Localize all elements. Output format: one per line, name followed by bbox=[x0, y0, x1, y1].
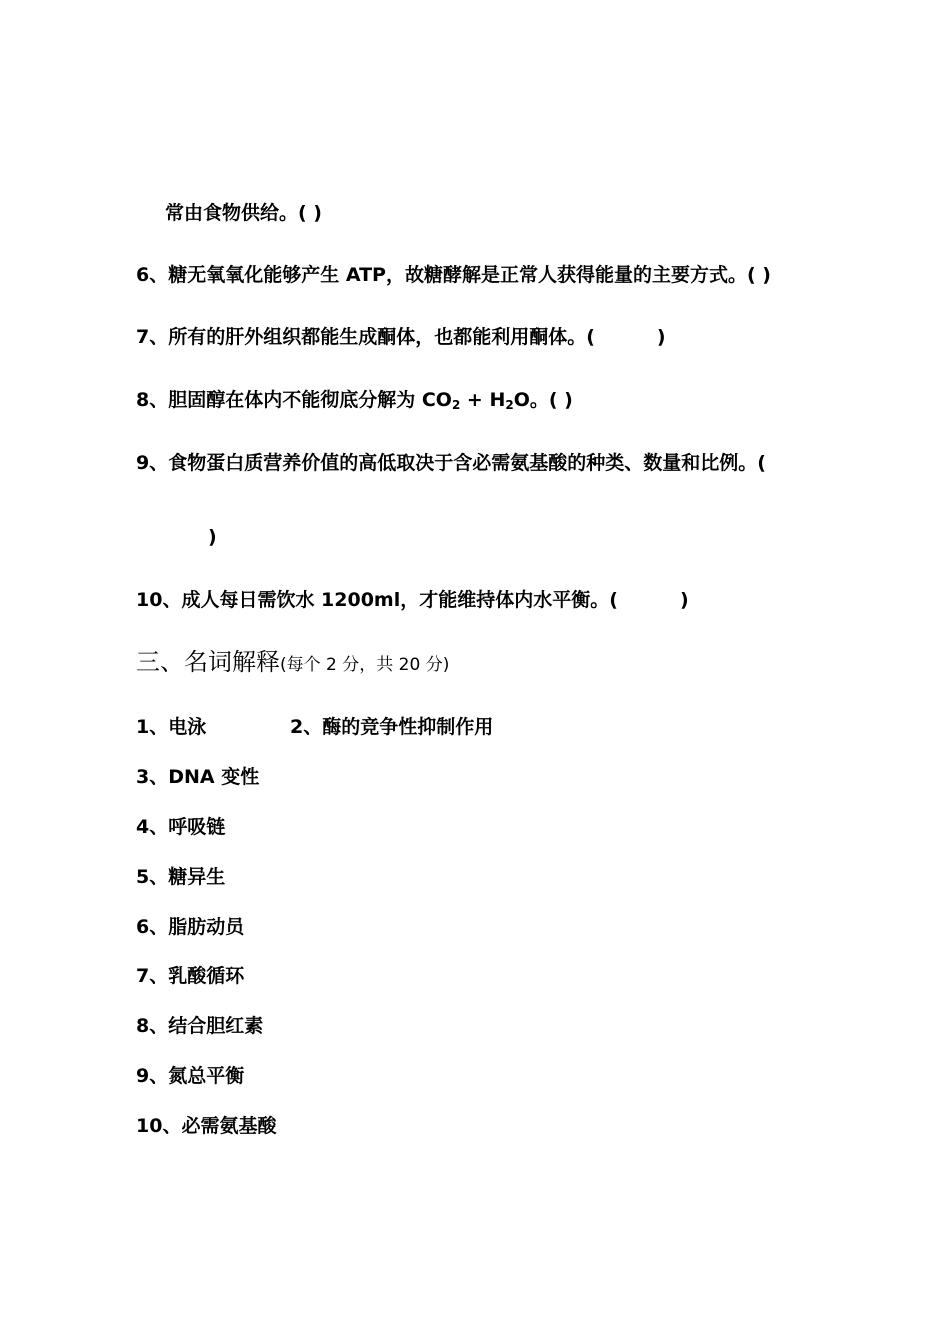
term-8: 8、结合胆红素 bbox=[136, 1015, 264, 1037]
question-10 bbox=[136, 588, 689, 612]
question-7-text: 7、所有的肝外组织都能生成酮体，也都能利用酮体。( bbox=[136, 326, 595, 348]
question-8-prefix: 8、胆固醇在体内不能彻底分解为 CO bbox=[136, 389, 452, 411]
h2o-subscript: 2 bbox=[505, 398, 514, 412]
question-9: 9、食物蛋白质营养价值的高低取决于含必需氨基酸的种类、数量和比例。( bbox=[136, 452, 766, 474]
term-10: 10、必需氨基酸 bbox=[136, 1115, 277, 1137]
term-4: 4、呼吸链 bbox=[136, 816, 226, 838]
co2-subscript: 2 bbox=[451, 398, 461, 412]
question-6: 6、糖无氧氧化能够产生 ATP，故糖酵解是正常人获得能量的主要方式。( ) bbox=[136, 264, 771, 286]
question-7 bbox=[136, 325, 666, 349]
term-2: 2、酶的竞争性抑制作用 bbox=[290, 716, 494, 738]
section-3-title: 三、名词解释 bbox=[136, 648, 280, 676]
term-5: 5、糖异生 bbox=[136, 866, 226, 888]
term-1: 1、电泳 bbox=[136, 716, 207, 738]
question-9-close-paren: ) bbox=[208, 526, 217, 548]
question-8-mid: + H bbox=[460, 389, 506, 411]
term-3: 3、DNA 变性 bbox=[136, 766, 260, 788]
question-5-continuation: 常由食物供给。( ) bbox=[165, 202, 322, 224]
question-8 bbox=[136, 388, 573, 417]
term-6: 6、脂肪动员 bbox=[136, 916, 245, 938]
section-3-heading bbox=[136, 647, 449, 680]
question-7-close-paren: ) bbox=[656, 326, 666, 348]
question-10-text: 10、成人每日需饮水 1200ml，才能维持体内水平衡。( bbox=[136, 589, 618, 611]
question-10-close-paren: ) bbox=[679, 589, 689, 611]
term-9: 9、氮总平衡 bbox=[136, 1065, 245, 1087]
term-7: 7、乳酸循环 bbox=[136, 965, 245, 987]
section-3-note: (每个 2 分，共 20 分) bbox=[280, 655, 450, 675]
question-8-suffix: O。( ) bbox=[513, 389, 573, 411]
